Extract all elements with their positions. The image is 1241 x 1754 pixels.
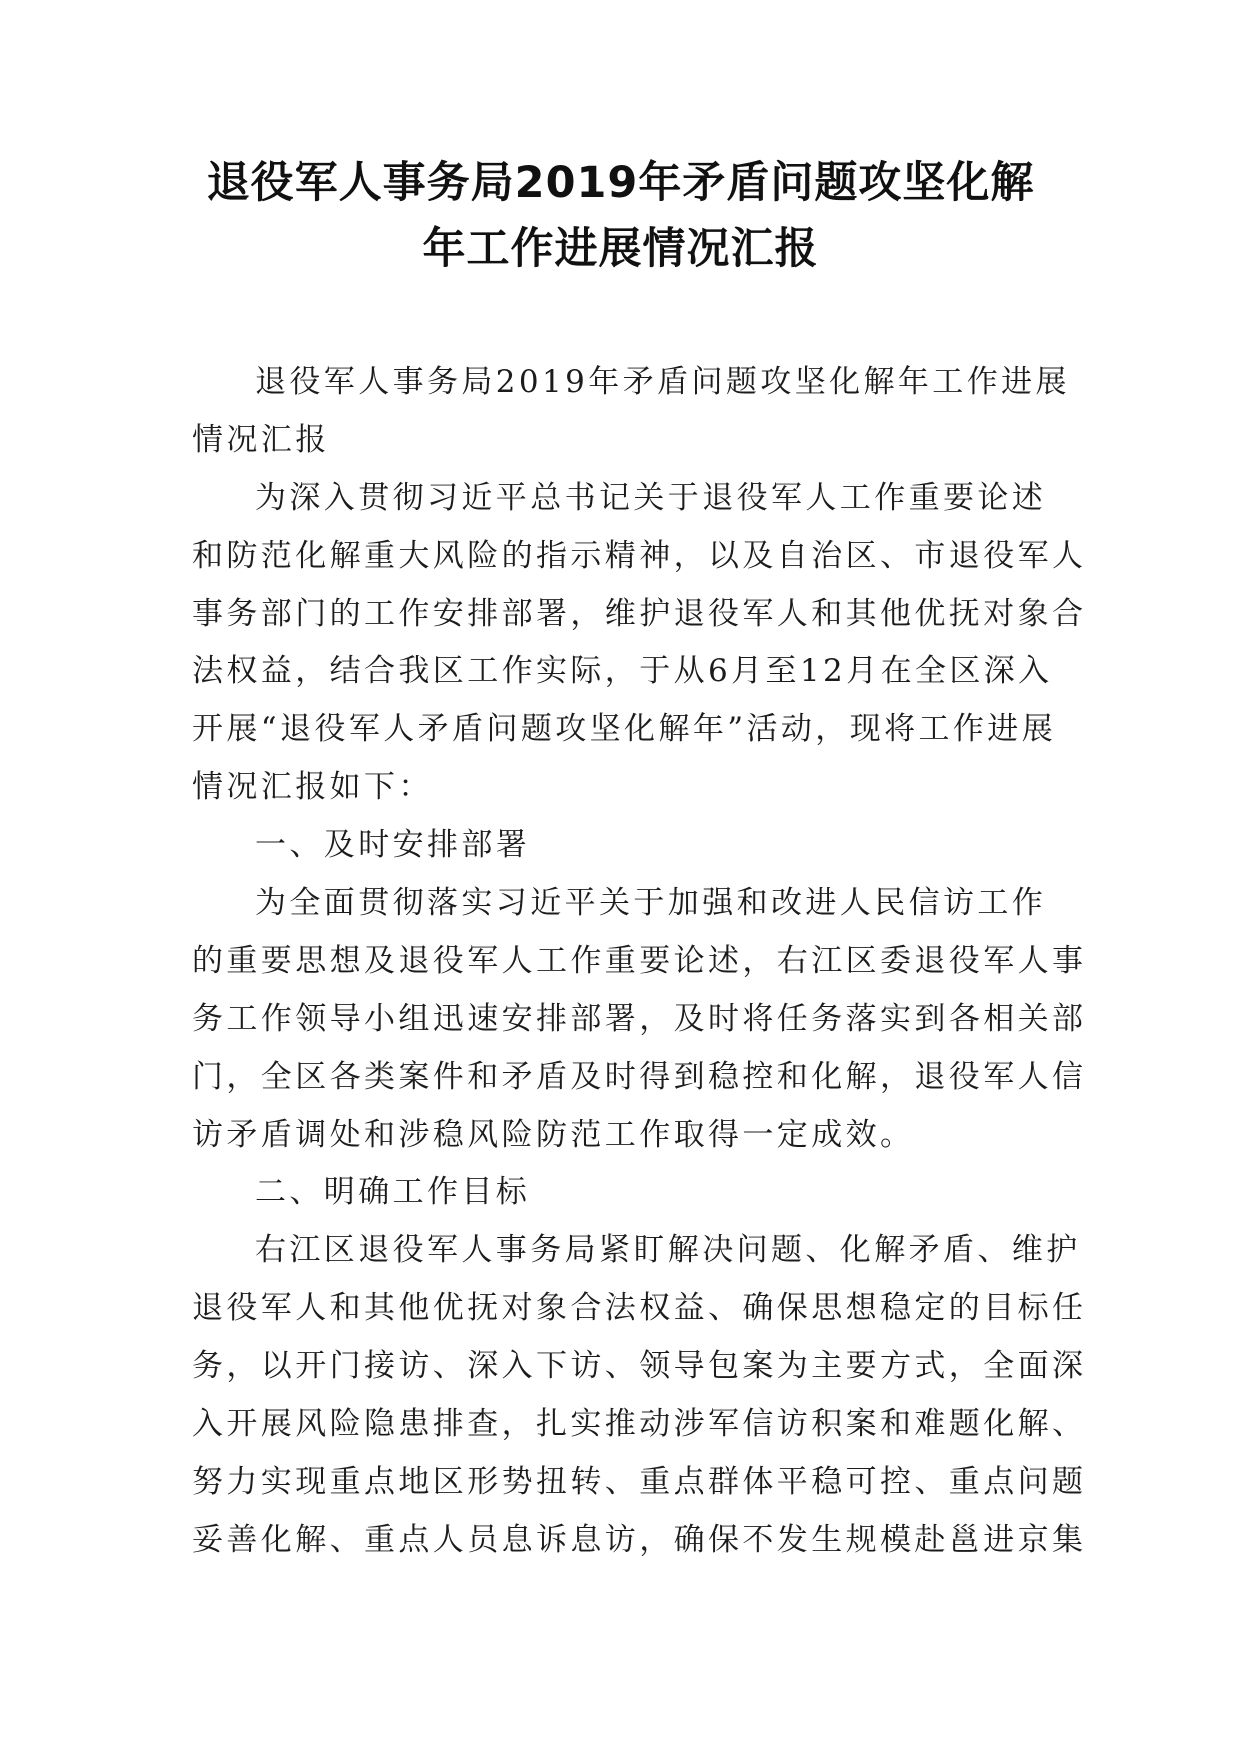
paragraph-line: 退役军人和其他优抚对象合法权益、确保思想稳定的目标任: [192, 1290, 1087, 1327]
paragraph-line: 情况汇报: [192, 421, 330, 458]
section-heading: 一、及时安排部署: [255, 827, 531, 864]
paragraph-line: 右江区退役军人事务局紧盯解决问题、化解矛盾、维护: [255, 1232, 1081, 1269]
paragraph-line: 为深入贯彻习近平总书记关于退役军人工作重要论述: [255, 479, 1047, 516]
title-line-1: 退役军人事务局2019年矛盾问题攻坚化解: [206, 158, 1035, 208]
paragraph-line: 妥善化解、重点人员息诉息访，确保不发生规模赴邕进京集: [192, 1521, 1087, 1558]
paragraph-line: 法权益，结合我区工作实际，于从6月至12月在全区深入: [192, 653, 1053, 690]
title-line-2: 年工作进展情况汇报: [422, 224, 819, 274]
paragraph-line: 门，全区各类案件和矛盾及时得到稳控和化解，退役军人信: [192, 1058, 1087, 1095]
paragraph-line: 和防范化解重大风险的指示精神，以及自治区、市退役军人: [192, 537, 1087, 574]
paragraph-line: 情况汇报如下：: [192, 769, 433, 806]
paragraph-line: 努力实现重点地区形势扭转、重点群体平稳可控、重点问题: [192, 1463, 1087, 1500]
paragraph-line: 务工作领导小组迅速安排部署，及时将任务落实到各相关部: [192, 1000, 1087, 1037]
paragraph-line: 务，以开门接访、深入下访、领导包案为主要方式，全面深: [192, 1348, 1087, 1385]
paragraph-line: 退役军人事务局2019年矛盾问题攻坚化解年工作进展: [255, 364, 1070, 400]
paragraph-line: 访矛盾调处和涉稳风险防范工作取得一定成效。: [192, 1116, 915, 1153]
document-body: [192, 354, 1087, 1570]
section-heading: 二、明确工作目标: [255, 1174, 531, 1211]
paragraph-line: 为全面贯彻落实习近平关于加强和改进人民信访工作: [255, 885, 1047, 922]
paragraph-line: 的重要思想及退役军人工作重要论述，右江区委退役军人事: [192, 942, 1087, 979]
document-title: [150, 150, 1091, 282]
paragraph-line: 开展“退役军人矛盾问题攻坚化解年”活动，现将工作进展: [192, 711, 1057, 748]
paragraph-line: 事务部门的工作安排部署，维护退役军人和其他优抚对象合: [192, 595, 1087, 632]
paragraph-line: 入开展风险隐患排查，扎实推动涉军信访积案和难题化解、: [192, 1406, 1087, 1443]
